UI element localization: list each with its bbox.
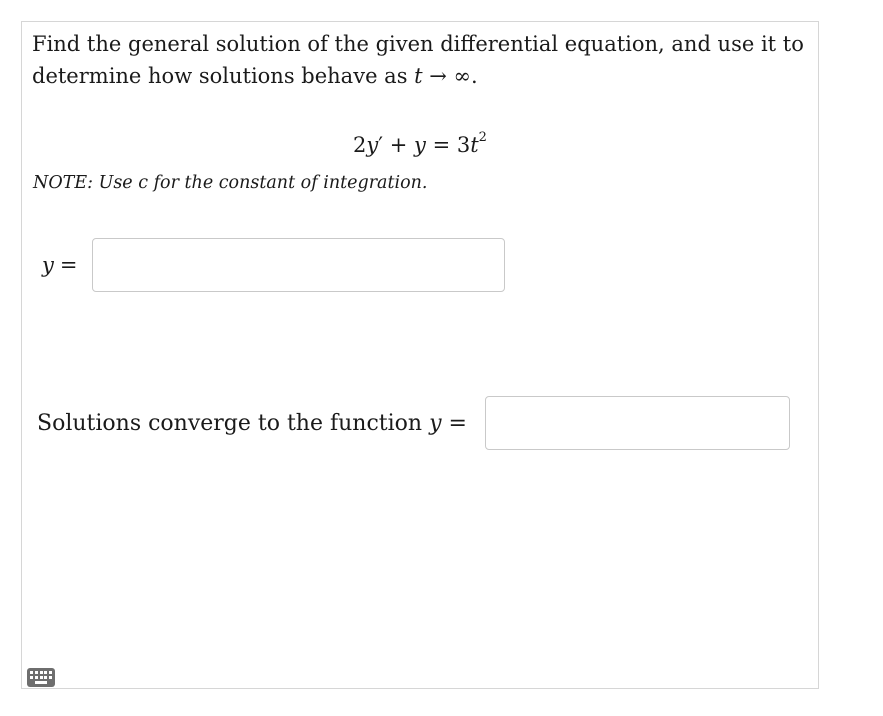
eq-rhs-var: t (470, 133, 479, 157)
question-variable: t (414, 64, 423, 88)
convergence-label-eq: = (441, 410, 467, 436)
general-solution-row (42, 238, 505, 292)
convergence-label (37, 411, 467, 436)
general-solution-label-var: y (42, 253, 54, 277)
differential-equation (22, 126, 818, 160)
eq-rhs-exp: 2 (478, 130, 487, 145)
eq-lhs-var2: y (414, 133, 426, 157)
eq-rhs-coef: 3 (456, 133, 471, 157)
keyboard-icon[interactable] (27, 668, 55, 687)
eq-lhs-var: y (366, 133, 379, 157)
general-solution-label-eq: = (59, 253, 78, 277)
convergence-label-text: Solutions converge to the function (37, 410, 430, 436)
eq-equals: = (425, 133, 457, 157)
eq-lhs-coef: 2 (353, 133, 367, 157)
convergence-input[interactable] (485, 396, 790, 450)
general-solution-label (42, 253, 90, 277)
convergence-label-var: y (429, 410, 442, 436)
eq-lhs-prime: ′ (378, 133, 384, 157)
convergence-row (37, 396, 790, 450)
question-text-after: → ∞. (422, 64, 478, 88)
general-solution-input[interactable] (92, 238, 505, 292)
eq-plus: + (383, 133, 415, 157)
question-panel (21, 21, 819, 689)
question-text (32, 28, 812, 92)
question-text-before: Find the general solution of the given differential equation, and use it to determine how solutions behave as (32, 32, 804, 88)
note-text: NOTE: Use c for the constant of integration. (33, 173, 428, 193)
